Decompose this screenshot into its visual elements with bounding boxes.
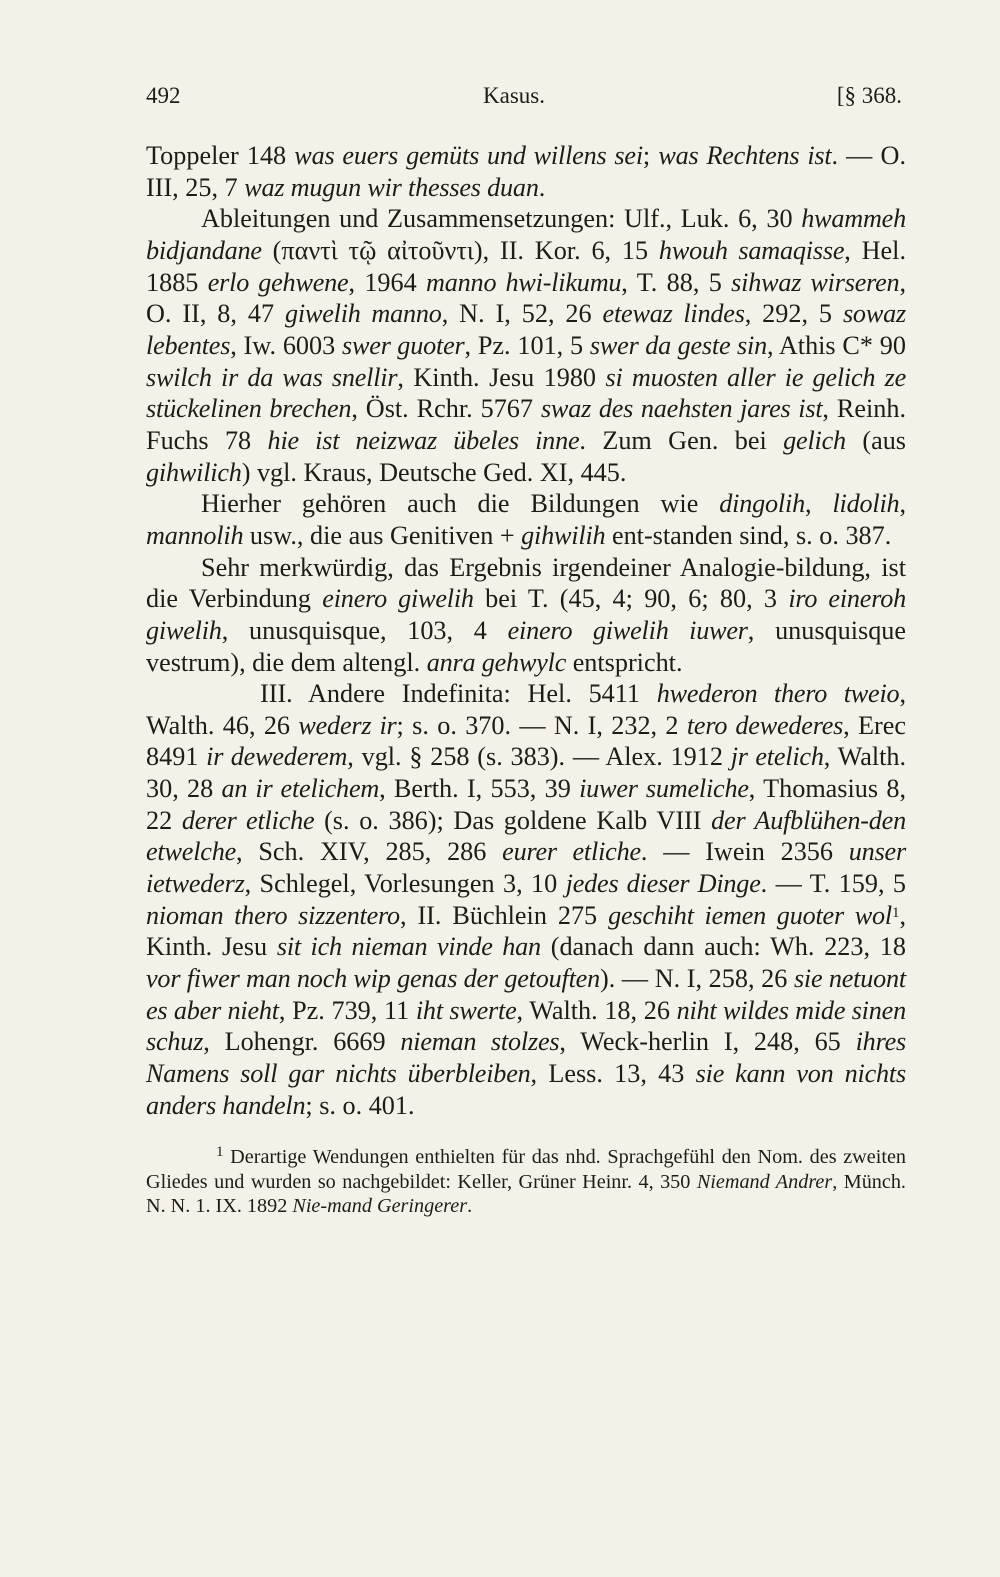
- page-number: 492: [146, 83, 181, 108]
- paragraph: Hierher gehören auch die Bildungen wie dingolih, lidolih, mannolih usw., die aus Genitiven + gihwilih ent-standen sind, s. o. 387.: [146, 489, 906, 550]
- section-reference: [§ 368.: [836, 83, 902, 108]
- paragraph: Toppeler 148 was euers gemüts und willens sei; was Rechtens ist. — O. III, 25, 7 waz mugun wir thesses duan.: [146, 141, 906, 202]
- footnotes: [146, 1145, 906, 1219]
- running-head: [146, 76, 906, 116]
- running-title: Kasus.: [483, 83, 545, 108]
- footnote: $^1$ Derartige Wendungen enthielten für das nhd. Sprachgefühl den Nom. des zweiten Gliedes und wurden so nachgebildet: Keller, Grüner Heinr. 4, 350 Niemand Andrer, Münch. N. N. 1. IX. 1892 Nie-mand Geringerer.: [146, 1144, 906, 1218]
- paragraph: Ableitungen und Zusammensetzungen: Ulf., Luk. 6, 30 hwammeh bidjandane (παντὶ τῷ αἰτοῦντι), II. Kor. 6, 15 hwouh samaqisse, Hel. 1885 erlo gehwene, 1964 manno hwi-likumu, T. 88, 5 sihwaz wirseren, O. II, 8, 47 giwelih manno, N. I, 52, 26 etewaz lindes, 292, 5 sowaz lebentes, Iw. 6003 swer guoter, Pz. 101, 5 swer da geste sin, Athis C* 90 swilch ir da was snellir, Kinth. Jesu 1980 si muosten aller ie gelich ze stückelinen brechen, Öst. Rchr. 5767 swaz des naehsten jares ist, Reinh. Fuchs 78 hie ist neizwaz übeles inne. Zum Gen. bei gelich (aus gihwilich) vgl. Kraus, Deutsche Ged. XI, 445.: [146, 204, 907, 487]
- paragraph: Sehr merkwürdig, das Ergebnis irgendeiner Analogie-bildung, ist die Verbindung einero giwelih bei T. (45, 4; 90, 6; 80, 3 iro eineroh giwelih, unusquisque, 103, 4 einero giwelih iuwer, unusquisque vestrum), die dem altengl. anra gehwylc entspricht.: [146, 552, 907, 677]
- paragraph: III. Andere Indefinita: Hel. 5411 hwederon thero tweio, Walth. 46, 26 wederz ir; s. o. 370. — N. I, 232, 2 tero dewederes, Erec 8491 ir dewederem, vgl. § 258 (s. 383). — Alex. 1912 jr etelich, Walth. 30, 28 an ir etelichem, Berth. I, 553, 39 iuwer sumeliche, Thomasius 8, 22 derer etliche (s. o. 386); Das goldene Kalb VIII der Aufblühen-den etwelche, Sch. XIV, 285, 286 eurer etliche. — Iwein 2356 unser ietwederz, Schlegel, Vorlesungen 3, 10 jedes dieser Dinge. — T. 159, 5 nioman thero sizzentero, II. Büchlein 275 geschiht iemen guoter wol$^1$, Kinth. Jesu sit ich nieman vinde han (danach dann auch: Wh. 223, 18 vor fiwer man noch wip genas der getouften). — N. I, 258, 26 sie netuont es aber nieht, Pz. 739, 11 iht swerte, Walth. 18, 26 niht wildes mide sinen schuz, Lohengr. 6669 nieman stolzes, Weck-herlin I, 248, 65 ihres Namens soll gar nichts überbleiben, Less. 13, 43 sie kann von nichts anders handeln; s. o. 401.: [146, 679, 907, 1120]
- main-text: [146, 140, 906, 1121]
